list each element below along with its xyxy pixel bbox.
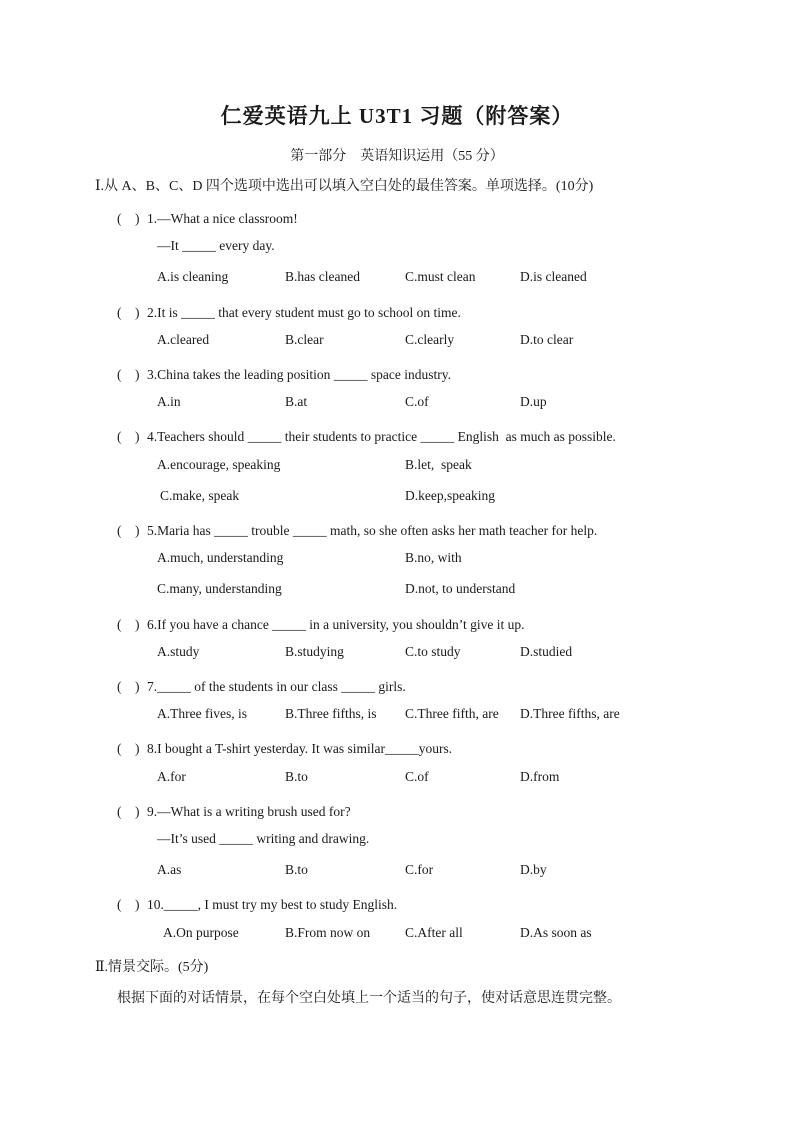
question-stem: 8.I bought a T-shirt yesterday. It was similar_____yours. — [147, 741, 453, 756]
answer-blank[interactable]: ( ) — [117, 305, 140, 320]
option-c: C.make, speak — [160, 488, 240, 503]
question-stem: 6.If you have a chance _____ in a university, you shouldn’t give it up. — [147, 617, 525, 632]
option-d: D.As soon as — [520, 925, 592, 940]
question-3 — [117, 363, 451, 383]
option-a: A.is cleaning — [157, 269, 229, 284]
answer-blank[interactable]: ( ) — [117, 897, 140, 912]
option-d: D.up — [520, 394, 547, 409]
question-stem: 4.Teachers should _____ their students to practice _____ English as much as possible. — [147, 429, 616, 444]
answer-blank[interactable]: ( ) — [117, 679, 140, 694]
option-d: D.from — [520, 769, 560, 784]
option-d: D.to clear — [520, 332, 574, 347]
option-a: A.encourage, speaking — [157, 457, 281, 472]
option-c: C.clearly — [405, 332, 455, 347]
option-b: B.studying — [285, 644, 344, 659]
option-b: B.no, with — [405, 550, 462, 565]
option-c: C.Three fifth, are — [405, 706, 499, 721]
question-7 — [117, 675, 406, 695]
option-d: D.Three fifths, are — [520, 706, 620, 721]
question-stem: 5.Maria has _____ trouble _____ math, so she often asks her math teacher for help. — [147, 523, 598, 538]
question-2 — [117, 301, 461, 321]
option-a: A.much, understanding — [157, 550, 284, 565]
option-c: C.After all — [405, 925, 463, 940]
question-8 — [117, 737, 452, 757]
question-6 — [117, 613, 525, 633]
option-b: B.From now on — [285, 925, 371, 940]
option-c: C.many, understanding — [157, 581, 282, 596]
section-1-heading: Ⅰ.从 A、B、C、D 四个选项中选出可以填入空白处的最佳答案。单项选择。(10分) — [95, 179, 594, 194]
document-title: 仁爱英语九上 U3T1 习题（附答案） — [220, 104, 574, 128]
answer-blank[interactable]: ( ) — [117, 741, 140, 756]
option-b: B.to — [285, 862, 308, 877]
question-5 — [117, 519, 597, 539]
answer-blank[interactable]: ( ) — [117, 617, 140, 632]
question-stem: 10._____, I must try my best to study English. — [147, 897, 398, 912]
option-b: B.has cleaned — [285, 269, 360, 284]
option-a: A.in — [157, 394, 181, 409]
option-a: A.cleared — [157, 332, 210, 347]
question-4 — [117, 425, 616, 445]
question-10 — [117, 893, 397, 913]
question-1 — [117, 207, 298, 227]
option-d: D.keep,speaking — [405, 488, 495, 503]
option-b: B.clear — [285, 332, 324, 347]
option-a: A.for — [157, 769, 186, 784]
option-d: D.by — [520, 862, 547, 877]
option-b: B.to — [285, 769, 308, 784]
section-2-heading: Ⅱ.情景交际。(5分) — [95, 960, 209, 975]
option-a: A.as — [157, 862, 182, 877]
option-c: C.must clean — [405, 269, 476, 284]
option-c: C.to study — [405, 644, 461, 659]
option-d: D.not, to understand — [405, 581, 516, 596]
option-c: C.for — [405, 862, 434, 877]
question-stem: 2.It is _____ that every student must go to school on time. — [147, 305, 461, 320]
part-heading: 第一部分 英语知识运用（55 分） — [290, 149, 504, 164]
option-a: A.Three fives, is — [157, 706, 247, 721]
answer-blank[interactable]: ( ) — [117, 211, 140, 226]
question-9-reply: —It’s used _____ writing and drawing. — [157, 831, 370, 846]
option-c: C.of — [405, 394, 429, 409]
option-d: D.is cleaned — [520, 269, 587, 284]
question-stem: 7._____ of the students in our class _____ girls. — [147, 679, 406, 694]
question-1-reply: —It _____ every day. — [157, 238, 275, 253]
option-a: A.On purpose — [163, 925, 239, 940]
option-c: C.of — [405, 769, 429, 784]
answer-blank[interactable]: ( ) — [117, 804, 140, 819]
option-b: B.let, speak — [405, 457, 472, 472]
option-b: B.Three fifths, is — [285, 706, 377, 721]
option-a: A.study — [157, 644, 200, 659]
answer-blank[interactable]: ( ) — [117, 367, 140, 382]
answer-blank[interactable]: ( ) — [117, 429, 140, 444]
question-9 — [117, 800, 351, 820]
question-stem: 3.China takes the leading position _____ space industry. — [147, 367, 451, 382]
question-stem: 1.—What a nice classroom! — [147, 211, 298, 226]
question-stem: 9.—What is a writing brush used for? — [147, 804, 351, 819]
option-d: D.studied — [520, 644, 573, 659]
section-2-instruction: 根据下面的对话情景，在每个空白处填上一个适当的句子，使对话意思连贯完整。 — [117, 991, 621, 1006]
answer-blank[interactable]: ( ) — [117, 523, 140, 538]
option-b: B.at — [285, 394, 308, 409]
